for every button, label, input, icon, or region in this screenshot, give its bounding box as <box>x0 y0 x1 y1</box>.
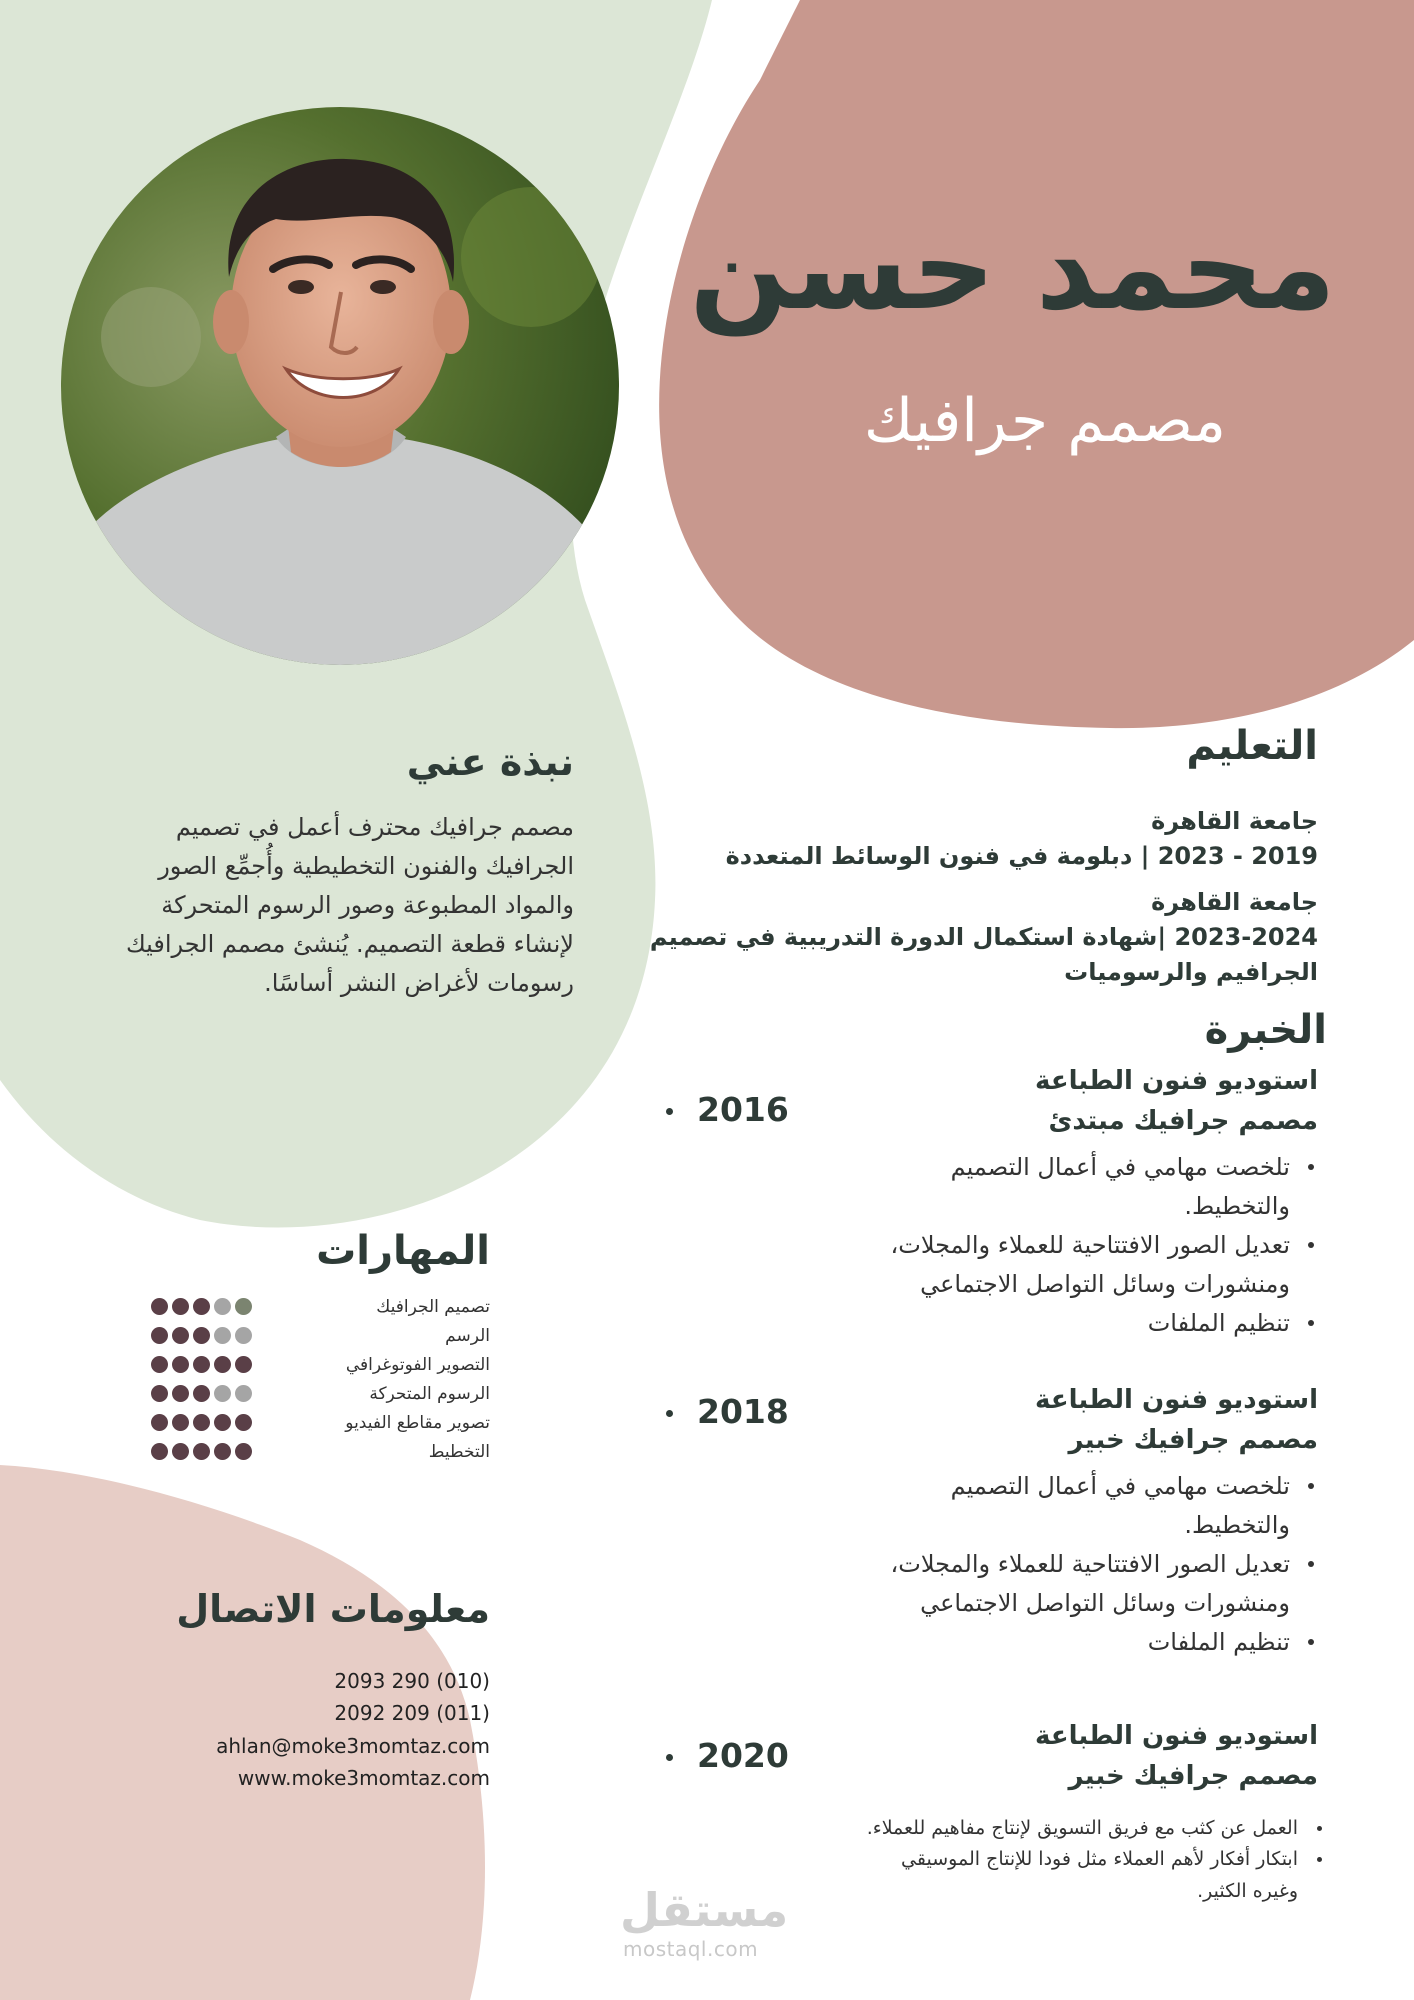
experience-heading: الخبرة <box>1204 1007 1327 1053</box>
watermark-arabic: مستقل <box>620 1883 789 1937</box>
contact-heading: معلومات الاتصال <box>176 1587 490 1631</box>
email-link[interactable]: ahlan@moke3momtaz.com <box>216 1733 490 1758</box>
experience-bullet: تلخصت مهامي في أعمال التصميم والتخطيط. <box>858 1148 1318 1226</box>
experience-header <box>758 1380 1318 1461</box>
experience-bullet: ابتكار أفكار لأهم العملاء مثل فودا للإنتاج الموسيقي وغيره الكثير. <box>856 1844 1326 1907</box>
experience-company: استوديو فنون الطباعة <box>1035 1721 1318 1751</box>
experience-header <box>758 1061 1318 1142</box>
skill-dot <box>214 1385 231 1402</box>
skill-dot <box>172 1385 189 1402</box>
skill-rating <box>151 1298 252 1315</box>
skill-dot <box>151 1385 168 1402</box>
skill-dot <box>235 1414 252 1431</box>
experience-year-label: 2020 <box>697 1736 789 1775</box>
phone-2: 2092 209 (011) <box>334 1701 490 1726</box>
timeline-dot <box>666 1108 673 1115</box>
experience-bullets <box>858 1467 1318 1661</box>
rose-blob <box>659 0 1414 728</box>
person-name: محمد حسن <box>689 201 1336 336</box>
skill-dot <box>172 1443 189 1460</box>
experience-year-label: 2018 <box>697 1392 789 1431</box>
skills-list <box>130 1292 490 1466</box>
skill-label: تصوير مقاطع الفيديو <box>345 1412 490 1433</box>
education-heading: التعليم <box>1186 723 1318 769</box>
profile-photo <box>61 107 619 665</box>
skill-rating <box>151 1356 252 1373</box>
timeline-dot <box>666 1754 673 1761</box>
experience-bullet: تنظيم الملفات <box>858 1623 1318 1662</box>
skill-dot <box>214 1414 231 1431</box>
skill-dot <box>172 1327 189 1344</box>
experience-company: استوديو فنون الطباعة <box>1035 1066 1318 1096</box>
skill-dot <box>151 1327 168 1344</box>
experience-bullet: تعديل الصور الافتتاحية للعملاء والمجلات، ومنشورات وسائل التواصل الاجتماعي <box>858 1545 1318 1623</box>
experience-role: مصمم جرافيك مبتدئ <box>1048 1106 1318 1137</box>
education-school: جامعة القاهرة <box>1151 888 1318 916</box>
skill-dot <box>193 1298 210 1315</box>
skill-dot <box>235 1443 252 1460</box>
skill-label: التصوير الفوتوغرافي <box>345 1354 490 1375</box>
experience-header <box>758 1716 1318 1797</box>
website-link[interactable]: www.moke3momtaz.com <box>237 1766 490 1791</box>
skill-dot <box>214 1327 231 1344</box>
experience-bullets <box>856 1813 1326 1907</box>
timeline-dot <box>666 1410 673 1417</box>
skill-dot <box>151 1356 168 1373</box>
about-text: مصمم جرافيك محترف أعمل في تصميم الجرافيك والفنون التخطيطية وأُجمِّع الصور والمواد المطبوعة وصور الرسوم المتحركة لإنشاء قطعة التصميم. يُنشئ مصمم الجرافيك رسومات لأغراض النشر أساسًا. <box>125 813 574 997</box>
skill-row <box>130 1292 490 1321</box>
skill-dot <box>193 1443 210 1460</box>
skill-dot <box>235 1327 252 1344</box>
experience-bullet: العمل عن كثب مع فريق التسويق لإنتاج مفاهيم للعملاء. <box>856 1813 1326 1844</box>
skill-label: التخطيط <box>428 1441 490 1462</box>
skill-dot <box>193 1327 210 1344</box>
experience-year-label: 2016 <box>697 1090 789 1129</box>
experience-bullet: تلخصت مهامي في أعمال التصميم والتخطيط. <box>858 1467 1318 1545</box>
education-item <box>598 885 1318 989</box>
skill-rating <box>151 1327 252 1344</box>
skill-dot <box>235 1298 252 1315</box>
skill-dot <box>151 1414 168 1431</box>
skill-dot <box>172 1414 189 1431</box>
experience-bullet: تعديل الصور الافتتاحية للعملاء والمجلات، ومنشورات وسائل التواصل الاجتماعي <box>858 1226 1318 1304</box>
skill-dot <box>214 1298 231 1315</box>
skill-rating <box>151 1385 252 1402</box>
skill-rating <box>151 1443 252 1460</box>
skills-heading: المهارات <box>316 1228 490 1274</box>
skill-row <box>130 1408 490 1437</box>
job-title: مصمم جرافيك <box>863 386 1226 456</box>
skill-dot <box>214 1443 231 1460</box>
experience-role: مصمم جرافيك خبير <box>1068 1425 1318 1456</box>
skill-dot <box>214 1356 231 1373</box>
skill-label: الرسوم المتحركة <box>369 1383 490 1404</box>
skill-row <box>130 1321 490 1350</box>
skill-dot <box>172 1298 189 1315</box>
skill-dot <box>151 1443 168 1460</box>
skill-rating <box>151 1414 252 1431</box>
skill-dot <box>235 1356 252 1373</box>
experience-role: مصمم جرافيك خبير <box>1068 1761 1318 1792</box>
education-detail: 2019 - 2023 | دبلومة في فنون الوسائط المتعددة <box>725 841 1318 870</box>
skill-row <box>130 1379 490 1408</box>
skill-dot <box>193 1385 210 1402</box>
contact-info <box>130 1665 490 1795</box>
education-item <box>598 804 1318 874</box>
skill-label: تصميم الجرافيك <box>376 1296 490 1317</box>
experience-company: استوديو فنون الطباعة <box>1035 1385 1318 1415</box>
about-heading: نبذة عني <box>406 740 574 784</box>
skill-dot <box>235 1385 252 1402</box>
education-school: جامعة القاهرة <box>1151 807 1318 835</box>
skill-row <box>130 1437 490 1466</box>
skill-dot <box>193 1356 210 1373</box>
skill-label: الرسم <box>445 1325 490 1346</box>
phone-1: 2093 290 (010) <box>334 1669 490 1693</box>
experience-bullet: تنظيم الملفات <box>858 1304 1318 1343</box>
watermark-url: mostaql.com <box>623 1937 759 1961</box>
experience-bullets <box>858 1148 1318 1342</box>
skill-dot <box>151 1298 168 1315</box>
education-detail: 2023-2024 |شهادة استكمال الدورة التدريبية في تصميم الجرافيم والرسوميات <box>649 922 1318 986</box>
skill-dot <box>193 1414 210 1431</box>
skill-dot <box>172 1356 189 1373</box>
skill-row <box>130 1350 490 1379</box>
